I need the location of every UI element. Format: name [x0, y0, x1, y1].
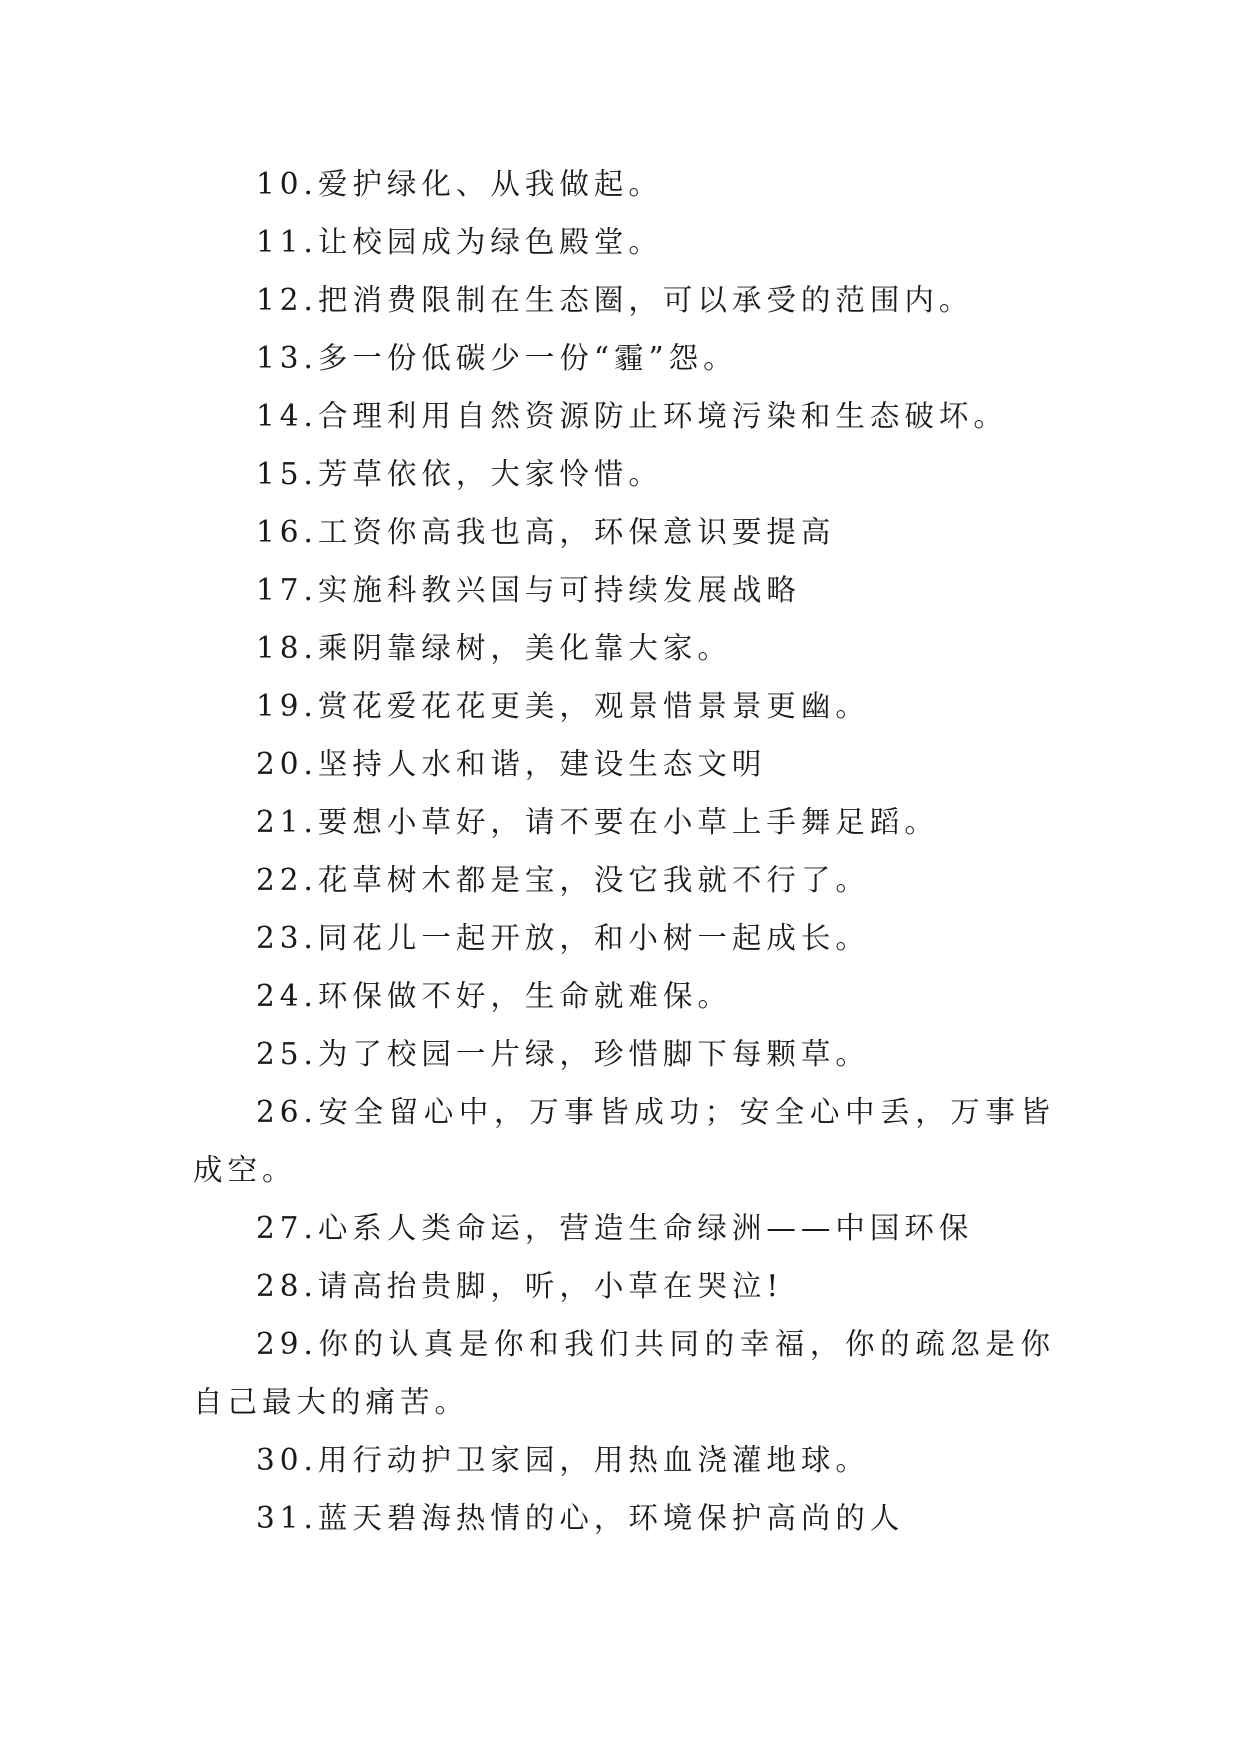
slogan-line: 17.实施科教兴国与可持续发展战略 — [256, 573, 801, 607]
slogan-line: 30.用行动护卫家园，用热血浇灌地球。 — [256, 1443, 870, 1477]
slogan-line: 23.同花儿一起开放，和小树一起成长。 — [256, 921, 870, 955]
slogan-line: 29.你的认真是你和我们共同的幸福，你的疏忽是你自己最大的痛苦。 — [193, 1327, 1055, 1419]
slogan-line: 12.把消费限制在生态圈，可以承受的范围内。 — [256, 283, 974, 317]
slogan-line: 25.为了校园一片绿，珍惜脚下每颗草。 — [256, 1037, 870, 1071]
slogan-line: 13.多一份低碳少一份“霾”怨。 — [256, 341, 738, 375]
slogan-line: 16.工资你高我也高，环保意识要提高 — [256, 515, 836, 549]
slogan-line: 21.要想小草好，请不要在小草上手舞足蹈。 — [256, 805, 939, 839]
slogan-line: 28.请高抬贵脚，听，小草在哭泣! — [256, 1269, 784, 1303]
slogan-line: 24.环保做不好，生命就难保。 — [256, 979, 732, 1013]
slogan-line: 15.芳草依依，大家怜惜。 — [256, 457, 663, 491]
slogan-line: 26.安全留心中，万事皆成功；安全心中丢，万事皆成空。 — [193, 1095, 1055, 1187]
slogan-line: 19.赏花爱花花更美，观景惜景景更幽。 — [256, 689, 870, 723]
slogan-line: 31.蓝天碧海热情的心，环境保护高尚的人 — [256, 1501, 905, 1535]
slogan-line: 11.让校园成为绿色殿堂。 — [256, 225, 663, 259]
slogan-line: 14.合理利用自然资源防止环境污染和生态破坏。 — [256, 399, 1008, 433]
slogan-line: 27.心系人类命运，营造生命绿洲——中国环保 — [256, 1211, 974, 1245]
document-body — [193, 155, 1055, 1547]
slogan-line: 20.坚持人水和谐，建设生态文明 — [256, 747, 767, 781]
slogan-line: 22.花草树木都是宝，没它我就不行了。 — [256, 863, 870, 897]
slogan-line: 18.乘阴靠绿树，美化靠大家。 — [256, 631, 732, 665]
slogan-line: 10.爱护绿化、从我做起。 — [256, 167, 663, 201]
